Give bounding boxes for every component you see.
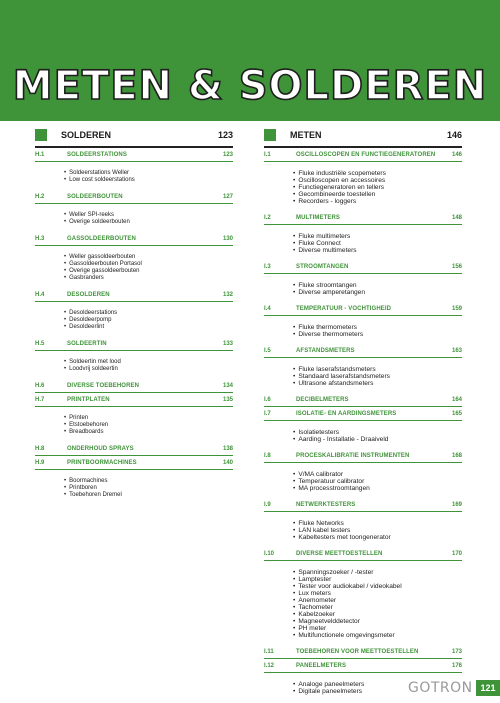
list-item: • Functiegeneratoren en tellers [293, 184, 462, 191]
section-code: I.6 [264, 397, 271, 403]
section-page: 135 [222, 397, 233, 403]
list-item: • Fluke stroomtangen [293, 282, 462, 289]
section-title: TOEBEHOREN VOOR MEETTOESTELLEN [296, 649, 419, 655]
column-page: 123 [217, 130, 233, 140]
section-page: 169 [451, 502, 462, 508]
section-items [293, 324, 462, 338]
toc-section-row[interactable] [264, 661, 462, 673]
toc-section-row[interactable] [35, 150, 233, 162]
list-item: • Overige gassoldeerbouten [64, 268, 233, 275]
section-page: 159 [451, 306, 462, 312]
column-title: SOLDEREN [61, 130, 112, 140]
list-item: • Printboren [64, 485, 233, 492]
section-title: TEMPERATUUR - VOCHTIGHEID [296, 306, 392, 312]
list-item: • Gassoldeerbouten Portasol [64, 261, 233, 268]
list-item: • Boormachines [64, 478, 233, 485]
section-page: 138 [222, 446, 233, 452]
section-items [293, 471, 462, 492]
column-header [35, 128, 233, 142]
toc-section-row[interactable] [264, 346, 462, 358]
list-item: • Gasbranders [64, 275, 233, 282]
toc-section-row[interactable] [35, 444, 233, 456]
section-items [64, 254, 233, 282]
section-page: 127 [222, 194, 233, 200]
list-item: • Fluke Networks [293, 520, 462, 527]
list-item: • Soldeerstations Weller [64, 170, 233, 177]
section-page: 156 [451, 264, 462, 270]
list-item: • Lux meters [293, 590, 462, 597]
section-title: AFSTANDSMETERS [296, 348, 355, 354]
toc-section-row[interactable] [35, 290, 233, 302]
section-code: H.4 [35, 292, 45, 298]
list-item: • Diverse thermometers [293, 331, 462, 338]
toc-section-row[interactable] [264, 304, 462, 316]
section-items [293, 520, 462, 541]
section-items [64, 359, 233, 373]
list-item: • Desoldeerstations [64, 310, 233, 317]
section-code: H.9 [35, 460, 45, 466]
section-page: 176 [451, 663, 462, 669]
list-item: • Analoge paneelmeters [293, 681, 462, 688]
divider [35, 146, 233, 148]
section-list [35, 150, 233, 499]
section-code: H.1 [35, 152, 45, 158]
list-item: • Breadboards [64, 429, 233, 436]
section-items [64, 478, 233, 499]
list-item: • Isolatietesters [293, 429, 462, 436]
list-item: • PH meter [293, 625, 462, 632]
toc-section-row[interactable] [35, 339, 233, 351]
section-list [264, 150, 462, 695]
section-code: I.9 [264, 502, 271, 508]
section-code: H.7 [35, 397, 45, 403]
list-item: • Fluke industriële scopemeters [293, 170, 462, 177]
list-item: • Etstoebehoren [64, 422, 233, 429]
list-item: • Weller gassoldeerbouten [64, 254, 233, 261]
section-code: H.2 [35, 194, 45, 200]
section-title: DIVERSE TOEBEHOREN [67, 383, 140, 389]
list-item: • Spanningszoeker / -tester [293, 569, 462, 576]
list-item: • Standaard laserafstandsmeters [293, 373, 462, 380]
section-title: NETWERKTESTERS [296, 502, 356, 508]
list-item: • Oscilloscopen en accessoires [293, 177, 462, 184]
section-title: STROOMTANGEN [296, 264, 349, 270]
list-item: • Diverse amperetangen [293, 289, 462, 296]
section-code: I.4 [264, 306, 271, 312]
section-items [64, 212, 233, 226]
section-items [293, 170, 462, 205]
toc-section-row[interactable] [264, 647, 462, 659]
section-title: OSCILLOSCOPEN EN FUNCTIEGENERATOREN [296, 152, 436, 158]
list-item: • Recorders - loggers [293, 198, 462, 205]
list-item: • Kabelzoeker [293, 611, 462, 618]
divider [264, 146, 462, 148]
section-page: 130 [222, 236, 233, 242]
toc-column-meten [264, 128, 462, 703]
list-item: • Weller SPI-reeks [64, 212, 233, 219]
section-page: 170 [451, 551, 462, 557]
section-page: 132 [222, 292, 233, 298]
green-square-icon [264, 129, 276, 141]
list-item: • Desoldeerpomp [64, 317, 233, 324]
section-code: I.11 [264, 649, 274, 655]
section-items [64, 310, 233, 331]
toc-section-row[interactable] [264, 451, 462, 463]
section-items [64, 415, 233, 436]
section-title: ONDERHOUD SPRAYS [67, 446, 134, 452]
section-page: 148 [451, 215, 462, 221]
section-title: PRINTBOORMACHINES [67, 460, 137, 466]
toc-section-row[interactable] [264, 500, 462, 512]
section-title: GASSOLDEERBOUTEN [67, 236, 136, 242]
section-page: 140 [222, 460, 233, 466]
list-item: • Loodvrij soldeertin [64, 366, 233, 373]
section-page: 173 [451, 649, 462, 655]
toc-section-row[interactable] [264, 549, 462, 561]
section-items [293, 429, 462, 443]
column-title: METEN [290, 130, 322, 140]
toc-column-solderen [35, 128, 233, 507]
section-page: 168 [451, 453, 462, 459]
list-item: • Tester voor audiokabel / videokabel [293, 583, 462, 590]
section-code: I.2 [264, 215, 271, 221]
section-title: SOLDEERSTATIONS [67, 152, 127, 158]
list-item: • Gecombineerde toestellen [293, 191, 462, 198]
section-page: 163 [451, 348, 462, 354]
brand-logo: GOTRON [408, 680, 473, 696]
section-code: I.12 [264, 663, 275, 669]
section-title: DESOLDEREN [67, 292, 110, 298]
list-item: • Overige soldeerbouten [64, 219, 233, 226]
section-code: I.1 [264, 152, 271, 158]
list-item: • Fluke thermometers [293, 324, 462, 331]
list-item: • Temperatuur calibrator [293, 478, 462, 485]
section-code: H.5 [35, 341, 45, 347]
list-item: • Fluke laserafstandsmeters [293, 366, 462, 373]
toc-section-row[interactable] [264, 395, 462, 407]
section-code: H.3 [35, 236, 45, 242]
section-page: 146 [451, 152, 462, 158]
page-number-badge: 121 [476, 680, 500, 696]
list-item: • Desoldeerlint [64, 324, 233, 331]
section-items [293, 569, 462, 639]
toc-section-row[interactable] [35, 192, 233, 204]
section-code: I.8 [264, 453, 271, 459]
toc-section-row[interactable] [264, 150, 462, 162]
list-item: • Fluke Connect [293, 240, 462, 247]
section-title: DIVERSE MEETTOESTELLEN [296, 551, 383, 557]
section-code: I.7 [264, 411, 271, 417]
list-item: • Ultrasone afstandsmeters [293, 380, 462, 387]
green-square-icon [35, 129, 47, 141]
section-code: I.3 [264, 264, 271, 270]
list-item: • LAN kabel testers [293, 527, 462, 534]
section-title: PROCESKALIBRATIE INSTRUMENTEN [296, 453, 410, 459]
toc-section-row[interactable] [35, 458, 233, 470]
toc-section-row[interactable] [35, 381, 233, 393]
section-code: I.10 [264, 551, 275, 557]
section-page: 134 [222, 383, 233, 389]
section-title: MULTIMETERS [296, 215, 340, 221]
section-page: 164 [451, 397, 462, 403]
section-code: I.5 [264, 348, 271, 354]
section-code: H.8 [35, 446, 45, 452]
list-item: • Magneetvelddetector [293, 618, 462, 625]
section-items [293, 233, 462, 254]
list-item: • Multifunctionele omgevingsmeter [293, 632, 462, 639]
list-item: • Diverse multimeters [293, 247, 462, 254]
list-item: • Low cost soldeerstations [64, 177, 233, 184]
section-title: SOLDEERBOUTEN [67, 194, 123, 200]
toc-section-row[interactable] [264, 213, 462, 225]
list-item: • V/MA calibrator [293, 471, 462, 478]
section-items [64, 170, 233, 184]
toc-section-row[interactable] [264, 262, 462, 274]
section-page: 123 [222, 152, 233, 158]
toc-section-row[interactable] [35, 234, 233, 246]
toc-section-row[interactable] [264, 409, 462, 421]
section-items [293, 366, 462, 387]
list-item: • Aarding - Installatie - Draaiveld [293, 436, 462, 443]
list-item: • Digitale paneelmeters [293, 688, 462, 695]
column-header [264, 128, 462, 142]
section-title: DECIBELMETERS [296, 397, 349, 403]
list-item: • Anemometer [293, 597, 462, 604]
column-page: 146 [446, 130, 462, 140]
list-item: • Tachometer [293, 604, 462, 611]
page-title: METEN & SOLDEREN [12, 63, 488, 109]
toc-section-row[interactable] [35, 395, 233, 407]
list-item: • Soldeertin met lood [64, 359, 233, 366]
list-item: • Printen [64, 415, 233, 422]
list-item: • Fluke multimeters [293, 233, 462, 240]
list-item: • Lamptester [293, 576, 462, 583]
section-title: PRINTPLATEN [67, 397, 110, 403]
list-item: • Kabeltesters met toongenerator [293, 534, 462, 541]
section-title: SOLDEERTIN [67, 341, 107, 347]
section-page: 133 [222, 341, 233, 347]
section-items [293, 282, 462, 296]
section-code: H.6 [35, 383, 45, 389]
section-page: 165 [451, 411, 462, 417]
section-title: PANEELMETERS [296, 663, 347, 669]
section-title: ISOLATIE- EN AARDINGSMETERS [296, 411, 397, 417]
list-item: • MA processtroomtangen [293, 485, 462, 492]
list-item: • Toebehoren Dremel [64, 492, 233, 499]
